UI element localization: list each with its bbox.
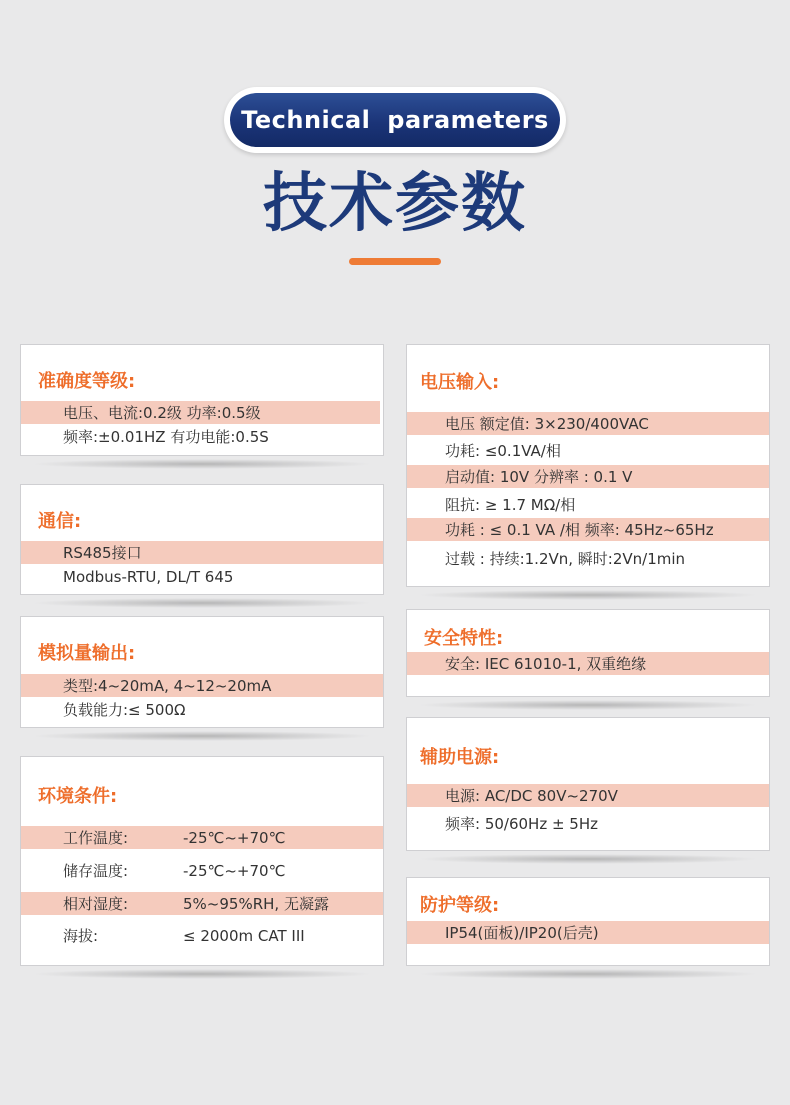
spec-text: 负载能力:≤ 500Ω bbox=[63, 701, 186, 719]
card-title: 通信: bbox=[38, 511, 82, 532]
spec-row bbox=[21, 425, 383, 448]
spec-value: 5%~95%RH, 无凝露 bbox=[183, 895, 329, 913]
card-environment bbox=[20, 756, 384, 966]
header-badge bbox=[224, 87, 566, 153]
card-title: 环境条件: bbox=[38, 786, 118, 807]
spec-row bbox=[21, 859, 383, 882]
spec-text: 阻抗: ≥ 1.7 MΩ/相 bbox=[445, 496, 576, 514]
spec-label: 相对湿度: bbox=[63, 895, 129, 913]
spec-label: 海拔: bbox=[63, 927, 99, 945]
card-title: 准确度等级: bbox=[38, 371, 136, 392]
spec-text: 过载 : 持续:1.2Vn, 瞬时:2Vn/1min bbox=[445, 550, 686, 568]
spec-row bbox=[407, 439, 769, 462]
spec-text: 启动值: 10V 分辨率 : 0.1 V bbox=[445, 468, 633, 486]
spec-text: 功耗: ≤0.1VA/相 bbox=[445, 442, 561, 460]
spec-row bbox=[21, 674, 383, 697]
spec-row bbox=[21, 401, 380, 424]
card-safety bbox=[406, 609, 770, 697]
spec-row bbox=[407, 812, 769, 835]
card-aux-power bbox=[406, 717, 770, 851]
spec-value: -25℃~+70℃ bbox=[183, 861, 286, 880]
card-title: 防护等级: bbox=[420, 895, 500, 916]
spec-row bbox=[407, 784, 769, 807]
spec-text: RS485接口 bbox=[63, 544, 142, 562]
card-protection bbox=[406, 877, 770, 966]
spec-text: 类型:4~20mA, 4~12~20mA bbox=[63, 677, 272, 695]
card-voltage-input bbox=[406, 344, 770, 587]
spec-row bbox=[407, 652, 769, 675]
spec-text: Modbus-RTU, DL/T 645 bbox=[63, 567, 234, 586]
spec-row bbox=[21, 698, 383, 721]
card-title: 安全特性: bbox=[424, 628, 504, 649]
header-badge-text: Technical parameters bbox=[230, 93, 560, 147]
page-title: 技术参数 bbox=[263, 167, 527, 241]
card-analog-output bbox=[20, 616, 384, 728]
spec-text: 电压 额定值: 3×230/400VAC bbox=[445, 415, 649, 433]
spec-row bbox=[21, 541, 383, 564]
spec-row bbox=[407, 921, 769, 944]
card-communication bbox=[20, 484, 384, 595]
title-underline bbox=[349, 258, 441, 265]
spec-row bbox=[407, 518, 769, 541]
spec-label: 储存温度: bbox=[63, 862, 129, 880]
spec-text: 功耗 : ≤ 0.1 VA /相 频率: 45Hz~65Hz bbox=[445, 521, 714, 539]
card-accuracy bbox=[20, 344, 384, 456]
spec-text: 电源: AC/DC 80V~270V bbox=[445, 787, 618, 805]
spec-label: 工作温度: bbox=[63, 829, 129, 847]
spec-row bbox=[407, 547, 769, 570]
spec-row bbox=[21, 826, 383, 849]
spec-row bbox=[21, 892, 383, 915]
spec-row bbox=[407, 493, 769, 516]
spec-text: 频率: 50/60Hz ± 5Hz bbox=[445, 815, 599, 833]
spec-text: 安全: IEC 61010-1, 双重绝缘 bbox=[445, 655, 647, 673]
card-title: 模拟量输出: bbox=[38, 643, 136, 664]
spec-row bbox=[21, 565, 383, 588]
spec-text: 电压、电流:0.2级 功率:0.5级 bbox=[63, 404, 261, 422]
spec-row bbox=[407, 465, 769, 488]
spec-text: IP54(面板)/IP20(后壳) bbox=[445, 924, 599, 942]
spec-row bbox=[407, 412, 769, 435]
spec-value: ≤ 2000m CAT III bbox=[183, 926, 305, 945]
spec-value: -25℃~+70℃ bbox=[183, 828, 286, 847]
spec-text: 频率:±0.01HZ 有功电能:0.5S bbox=[63, 428, 269, 446]
card-title: 电压输入: bbox=[420, 372, 500, 393]
spec-row bbox=[21, 924, 383, 947]
card-title: 辅助电源: bbox=[420, 747, 500, 768]
